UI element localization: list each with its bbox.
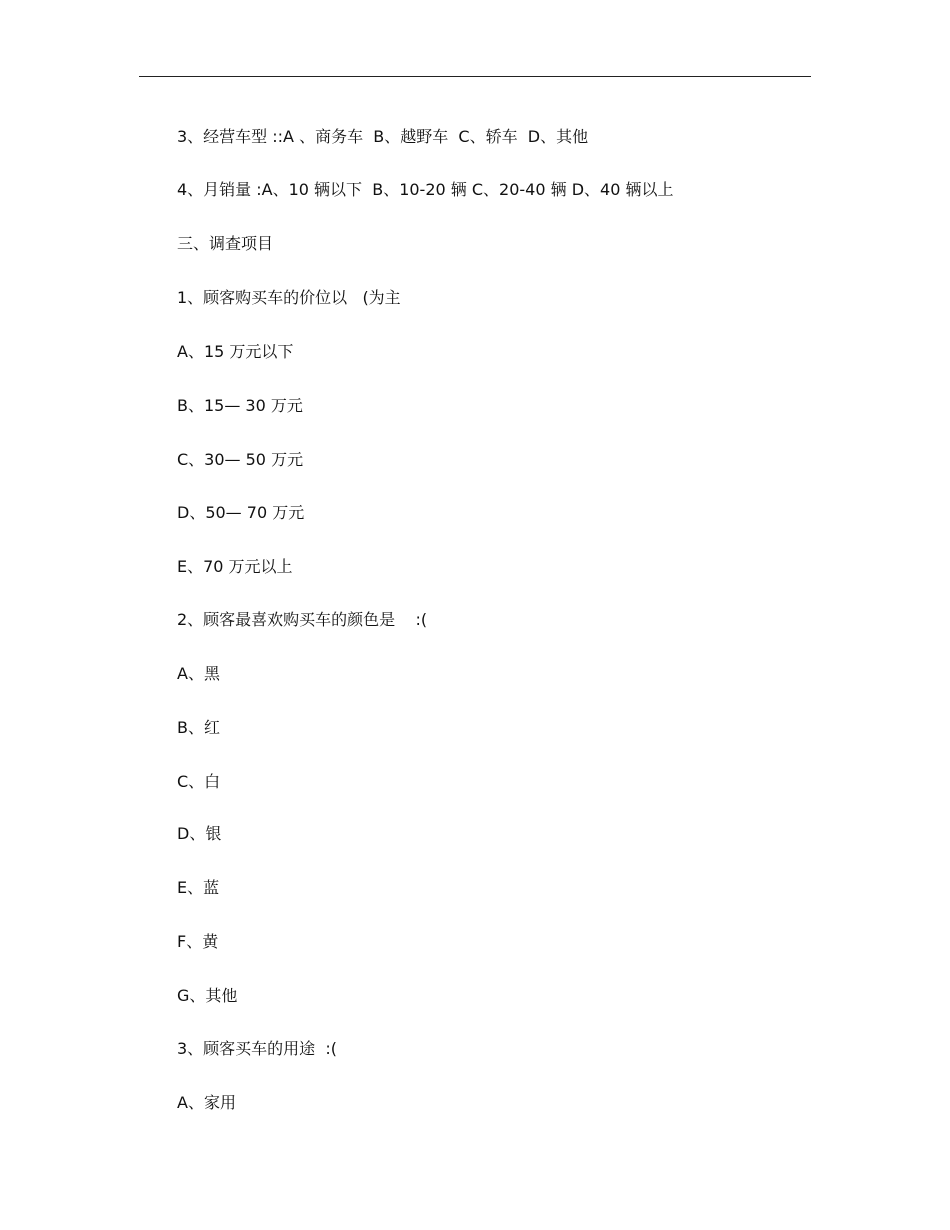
option-line: G、其他 (177, 986, 238, 1005)
section-heading: 三、调查项目 (177, 234, 274, 253)
option-line: A、黑 (177, 664, 220, 683)
option-line: A、15 万元以下 (177, 342, 294, 361)
question-line: 2、顾客最喜欢购买车的颜色是 :( (177, 610, 428, 629)
option-line: C、白 (177, 772, 221, 791)
option-line: D、银 (177, 824, 222, 843)
option-line: E、蓝 (177, 878, 220, 897)
option-line: B、15— 30 万元 (177, 396, 303, 415)
question-line: 3、顾客买车的用途 :( (177, 1039, 337, 1058)
option-line: E、70 万元以上 (177, 557, 293, 576)
option-line: D、50— 70 万元 (177, 503, 305, 522)
option-line: B、红 (177, 718, 220, 737)
option-line: A、家用 (177, 1093, 236, 1112)
option-line: F、黄 (177, 932, 219, 951)
document-line: 4、月销量 :A、10 辆以下 B、10-20 辆 C、20-40 辆 D、40 辆以上 (177, 180, 674, 199)
question-line: 1、顾客购买车的价位以 (为主 (177, 288, 401, 307)
option-line: C、30— 50 万元 (177, 450, 304, 469)
header-rule (139, 76, 811, 77)
document-line: 3、经营车型 ::A 、商务车 B、越野车 C、轿车 D、其他 (177, 127, 589, 146)
